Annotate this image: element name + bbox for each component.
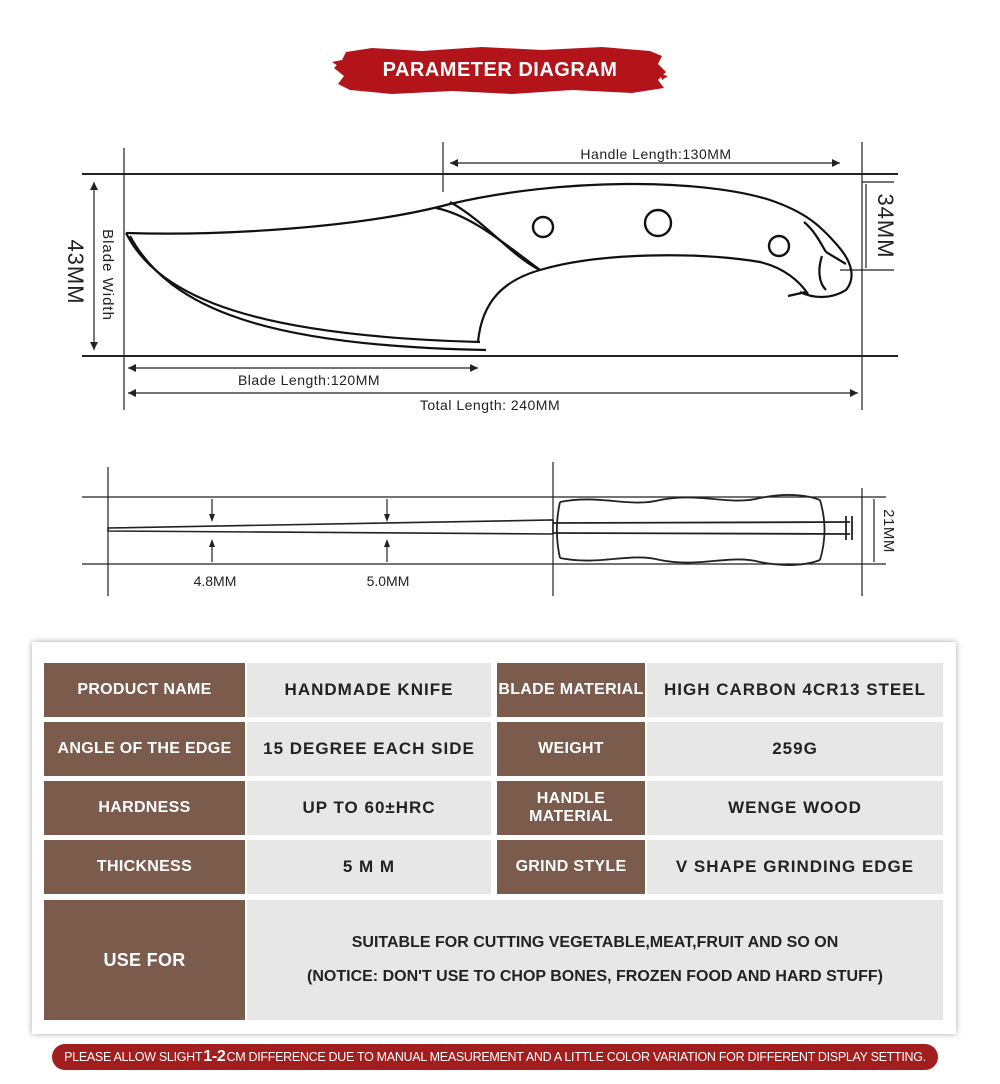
spec-label: BLADE MATERIAL	[497, 663, 645, 717]
spec-label: GRIND STYLE	[497, 840, 645, 894]
note-text-before: PLEASE ALLOW SLIGHT	[64, 1050, 203, 1064]
spec-label: THICKNESS	[44, 840, 245, 894]
blade-width-label: Blade Width	[99, 229, 116, 321]
thickness-label-1: 4.8MM	[193, 573, 237, 589]
use-for-line-1: SUITABLE FOR CUTTING VEGETABLE,MEAT,FRUIT AND SO ON	[351, 934, 839, 951]
spec-value: 259G	[647, 722, 943, 776]
total-length-label: Total Length: 240MM	[419, 397, 561, 413]
use-for-value	[247, 900, 943, 1020]
rivet-hole-icon	[769, 236, 789, 256]
spec-label: HANDLE MATERIAL	[497, 781, 645, 835]
note-emphasis: 1-2	[203, 1048, 226, 1065]
knife-outline	[126, 184, 852, 350]
handle-length-label: Handle Length:130MM	[580, 146, 732, 162]
spec-value: 15 DEGREE EACH SIDE	[247, 722, 491, 776]
handle-height-value: 34MM	[873, 193, 898, 259]
handle-width-value: 21MM	[880, 509, 897, 553]
spec-value: V SHAPE GRINDING EDGE	[647, 840, 943, 894]
spec-value: WENGE WOOD	[647, 781, 943, 835]
spec-label: WEIGHT	[497, 722, 645, 776]
use-for-label: USE FOR	[44, 900, 245, 1020]
thickness-label-2: 5.0MM	[366, 573, 410, 589]
spec-value: UP TO 60±HRC	[247, 781, 491, 835]
spec-value: 5 M M	[247, 840, 491, 894]
blade-width-value: 43MM	[63, 239, 88, 305]
spec-value: HANDMADE KNIFE	[247, 663, 491, 717]
spec-table	[32, 642, 956, 1034]
spec-value: HIGH CARBON 4CR13 STEEL	[647, 663, 943, 717]
rivet-hole-icon	[645, 210, 671, 236]
rivet-hole-icon	[533, 217, 553, 237]
banner-title: PARAMETER DIAGRAM	[382, 59, 618, 81]
spec-label: PRODUCT NAME	[44, 663, 245, 717]
disclaimer-note	[52, 1044, 938, 1070]
blade-length-label: Blade Length:120MM	[237, 372, 381, 388]
note-text-after: CM DIFFERENCE DUE TO MANUAL MEASUREMENT AND A LITTLE COLOR VARIATION FOR DIFFERENT DISPLAY SETTING.	[226, 1050, 926, 1064]
spec-label: HARDNESS	[44, 781, 245, 835]
use-for-line-2: (NOTICE: DON'T USE TO CHOP BONES, FROZEN FOOD AND HARD STUFF)	[307, 968, 883, 985]
spec-label: ANGLE OF THE EDGE	[44, 722, 245, 776]
